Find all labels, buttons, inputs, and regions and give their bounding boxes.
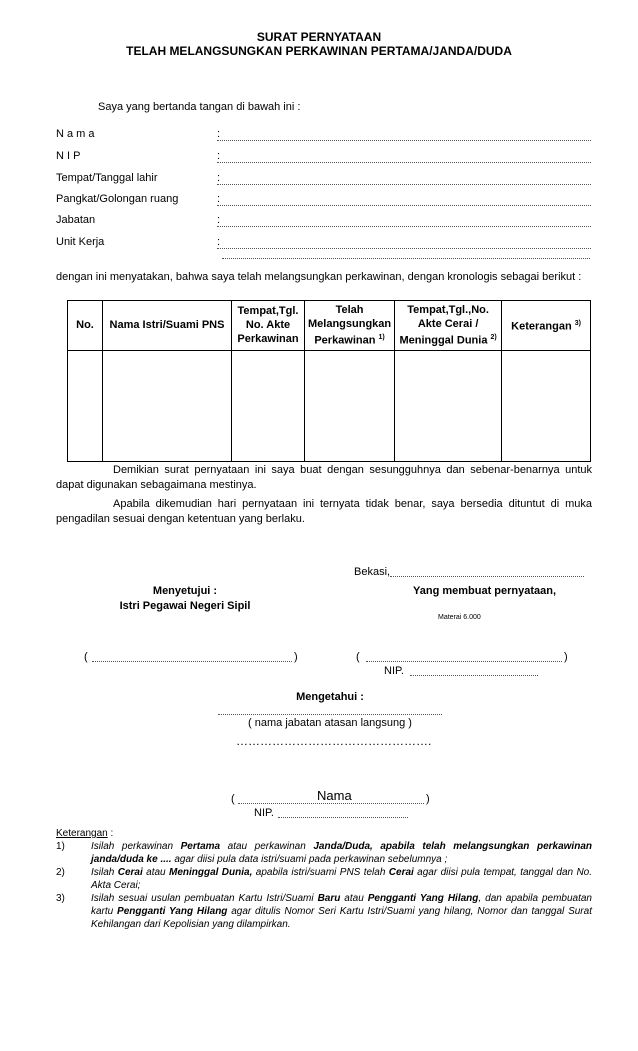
approver-name-line xyxy=(92,651,292,662)
doc-title-line2: TELAH MELANGSUNGKAN PERKAWINAN PERTAMA/JANDA/DUDA xyxy=(126,44,512,58)
approve-subtitle: Istri Pegawai Negeri Sipil xyxy=(119,600,251,612)
table-cell xyxy=(232,350,305,461)
table-cell xyxy=(68,350,103,461)
maker-title: Yang membuat pernyataan, xyxy=(413,585,557,597)
superior-nip-line xyxy=(278,807,408,818)
superior-position-line xyxy=(218,704,442,715)
field-line-unit-kerja: : xyxy=(217,236,591,249)
field-label-unit-kerja: Unit Kerja xyxy=(56,236,105,248)
field-label-jabatan: Jabatan xyxy=(56,214,96,226)
note-item-1: 1) Isilah perkawinan Pertama atau perkawinan Janda/Duda, apabila telah melangsungkan perkawinan janda/duda ke .... agar diisi pula data istri/suami pada perkawinan sebelumnya ; xyxy=(56,841,592,865)
field-line-nama: : xyxy=(217,128,591,141)
doc-title-line1: SURAT PERNYATAAN xyxy=(256,30,382,44)
maker-nip-label: NIP. xyxy=(384,665,404,677)
superior-nip-label: NIP. xyxy=(254,807,274,819)
place-label: Bekasi, xyxy=(354,566,391,578)
acknowledge-title: Mengetahui : xyxy=(296,691,364,703)
col-header-no: No. xyxy=(68,301,103,351)
table-row xyxy=(68,350,591,461)
superior-paren-close: ) xyxy=(426,793,430,805)
col-header-akte-cerai: Tempat,Tgl.,No. Akte Cerai / Meninggal Dunia $^{2)}$ xyxy=(395,301,502,351)
superior-name-placeholder: Nama xyxy=(317,788,352,803)
approver-paren-open: ( xyxy=(84,651,88,663)
table-cell xyxy=(502,350,591,461)
superior-paren-open: ( xyxy=(231,793,235,805)
field-line-ttl: : xyxy=(217,172,591,185)
approve-title: Menyetujui : xyxy=(152,585,218,597)
superior-dots: …………………………………………. xyxy=(236,734,432,748)
col-header-telah-melangsungkan: Telah Melangsungkan Perkawinan $^{1)}$ xyxy=(305,301,395,351)
col-header-akte-perkawinan: Tempat,Tgl. No. Akte Perkawinan xyxy=(232,301,305,351)
col-header-nama: Nama Istri/Suami PNS xyxy=(103,301,232,351)
note-item-2: 2) Isilah Cerai atau Meninggal Dunia, apabila istri/suami PNS telah Cerai agar diisi pula tempat, tanggal dan No. Akta Cerai; xyxy=(56,867,593,891)
stamp-label: Materai 6.000 xyxy=(438,614,481,621)
notes-section xyxy=(56,827,592,931)
table-cell xyxy=(395,350,502,461)
maker-paren-open: ( xyxy=(356,651,360,663)
statement-text: dengan ini menyatakan, bahwa saya telah melangsungkan perkawinan, dengan kronologis sebagai berikut : xyxy=(56,271,582,283)
table-cell xyxy=(103,350,232,461)
maker-name-line xyxy=(366,651,562,662)
field-label-nip: N I P xyxy=(56,150,81,162)
closing-paragraph-2: Apabila dikemudian hari pernyataan ini ternyata tidak benar, saya bersedia dituntut di muka pengadilan sesuai dengan ketentuan yang berlaku. xyxy=(56,498,592,525)
field-label-ttl: Tempat/Tanggal lahir xyxy=(56,172,158,184)
marriage-table xyxy=(67,300,591,462)
superior-position-hint: ( nama jabatan atasan langsung ) xyxy=(248,717,412,729)
approver-paren-close: ) xyxy=(294,651,298,663)
intro-text: Saya yang bertanda tangan di bawah ini : xyxy=(98,101,301,113)
notes-title: Keterangan : xyxy=(56,828,114,839)
field-line-pangkat: : xyxy=(217,193,591,206)
note-item-3: 3) Isilah sesuai usulan pembuatan Kartu Istri/Suami Baru atau Pengganti Yang Hilang, dan apabila pembuatan kartu Pengganti Yang Hilang agar ditulis Nomor Seri Kartu Istri/Suami yang hilang, Nomor dan tanggal Surat Kehilangan dari Kepolisian yang dilampirkan. xyxy=(56,893,592,930)
field-label-nama: N a m a xyxy=(56,128,95,140)
closing-paragraph-1: Demikian surat pernyataan ini saya buat dengan sesungguhnya dan sebenar-benarnya untuk dapat digunakan sebagaimana mestinya. xyxy=(56,464,592,491)
field-line-nip: : xyxy=(217,150,591,163)
maker-nip-line xyxy=(410,665,538,676)
col-header-keterangan: Keterangan $^{3)}$ xyxy=(502,301,591,351)
field-label-pangkat: Pangkat/Golongan ruang xyxy=(56,193,179,205)
table-cell xyxy=(305,350,395,461)
field-line-jabatan: : xyxy=(217,214,591,227)
field-line-unit-kerja-2 xyxy=(222,248,590,259)
place-date-line xyxy=(390,566,584,577)
maker-paren-close: ) xyxy=(564,651,568,663)
